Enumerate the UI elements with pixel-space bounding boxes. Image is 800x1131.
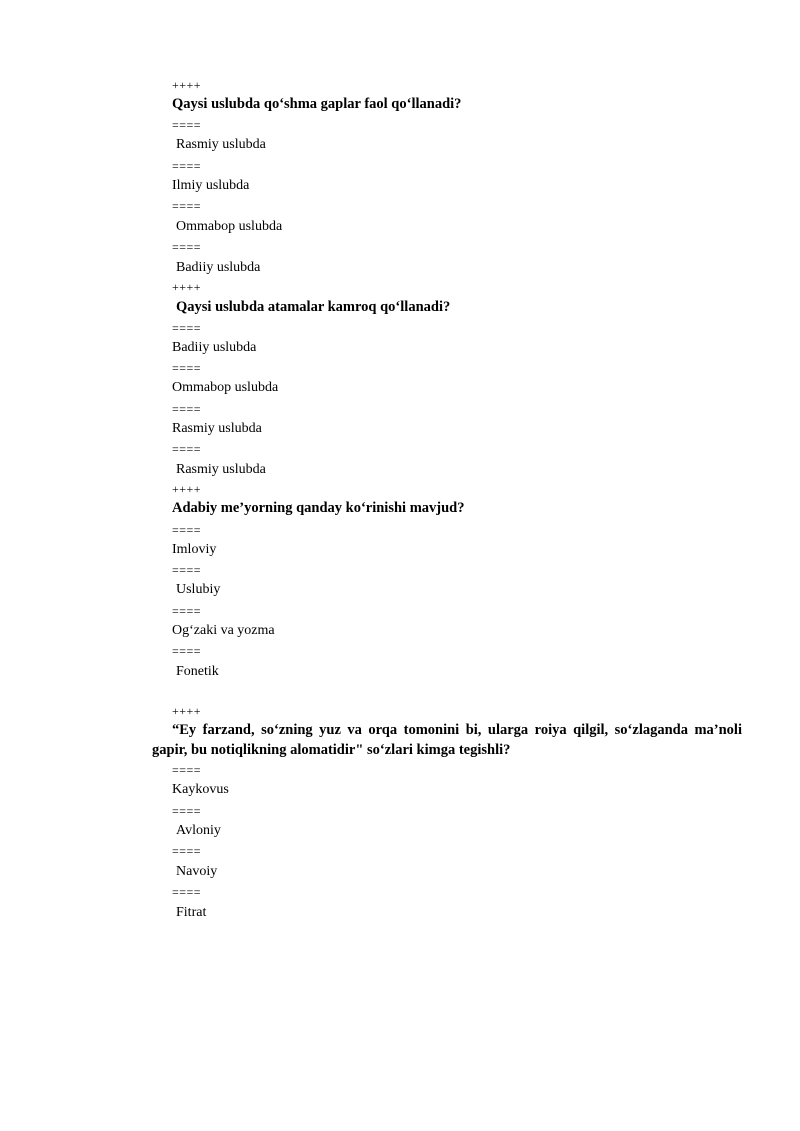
option-separator: ====	[172, 604, 202, 618]
question-marker: ++++	[172, 704, 202, 718]
question-marker: ++++	[172, 78, 202, 92]
answer-option: Ommabop uslubda	[176, 219, 283, 234]
option-separator: ====	[172, 563, 202, 577]
answer-option: Badiiy uslubda	[172, 340, 257, 355]
option-separator: ====	[172, 118, 202, 132]
answer-option: Ommabop uslubda	[172, 380, 279, 395]
answer-option: Kaykovus	[172, 782, 229, 797]
answer-option: Rasmiy uslubda	[176, 137, 266, 152]
answer-option: Rasmiy uslubda	[176, 462, 266, 477]
answer-option: Fitrat	[176, 905, 207, 920]
option-separator: ====	[172, 402, 202, 416]
option-separator: ====	[172, 159, 202, 173]
option-separator: ====	[172, 523, 202, 537]
answer-option: Avloniy	[176, 823, 221, 838]
answer-option: Rasmiy uslubda	[172, 421, 262, 436]
answer-option: Imloviy	[172, 542, 217, 557]
question-text: Adabiy me’yorning qanday ko‘rinishi mavjud?	[172, 500, 465, 516]
question-marker: ++++	[172, 482, 202, 496]
question-text: Qaysi uslubda atamalar kamroq qo‘llanadi?	[176, 299, 451, 315]
option-separator: ====	[172, 361, 202, 375]
answer-option: Badiiy uslubda	[176, 260, 261, 275]
question-text: “Ey farzand, so‘zning yuz va orqa tomonini bi, ularga roiya qilgil, so‘zlaganda ma’noli gapir, bu notiqlikning alomatidir" so‘zlari kimga tegishli?	[152, 722, 742, 758]
option-separator: ====	[172, 321, 202, 335]
option-separator: ====	[172, 442, 202, 456]
answer-option: Fonetik	[176, 664, 219, 679]
answer-option: Uslubiy	[176, 582, 221, 597]
question-text: Qaysi uslubda qo‘shma gaplar faol qo‘llanadi?	[172, 96, 462, 112]
option-separator: ====	[172, 199, 202, 213]
option-separator: ====	[172, 844, 202, 858]
option-separator: ====	[172, 763, 202, 777]
answer-option: Ilmiy uslubda	[172, 178, 250, 193]
answer-option: Navoiy	[176, 864, 218, 879]
option-separator: ====	[172, 804, 202, 818]
option-separator: ====	[172, 885, 202, 899]
question-marker: ++++	[172, 280, 202, 294]
answer-option: Og‘zaki va yozma	[172, 623, 275, 638]
option-separator: ====	[172, 240, 202, 254]
option-separator: ====	[172, 644, 202, 658]
